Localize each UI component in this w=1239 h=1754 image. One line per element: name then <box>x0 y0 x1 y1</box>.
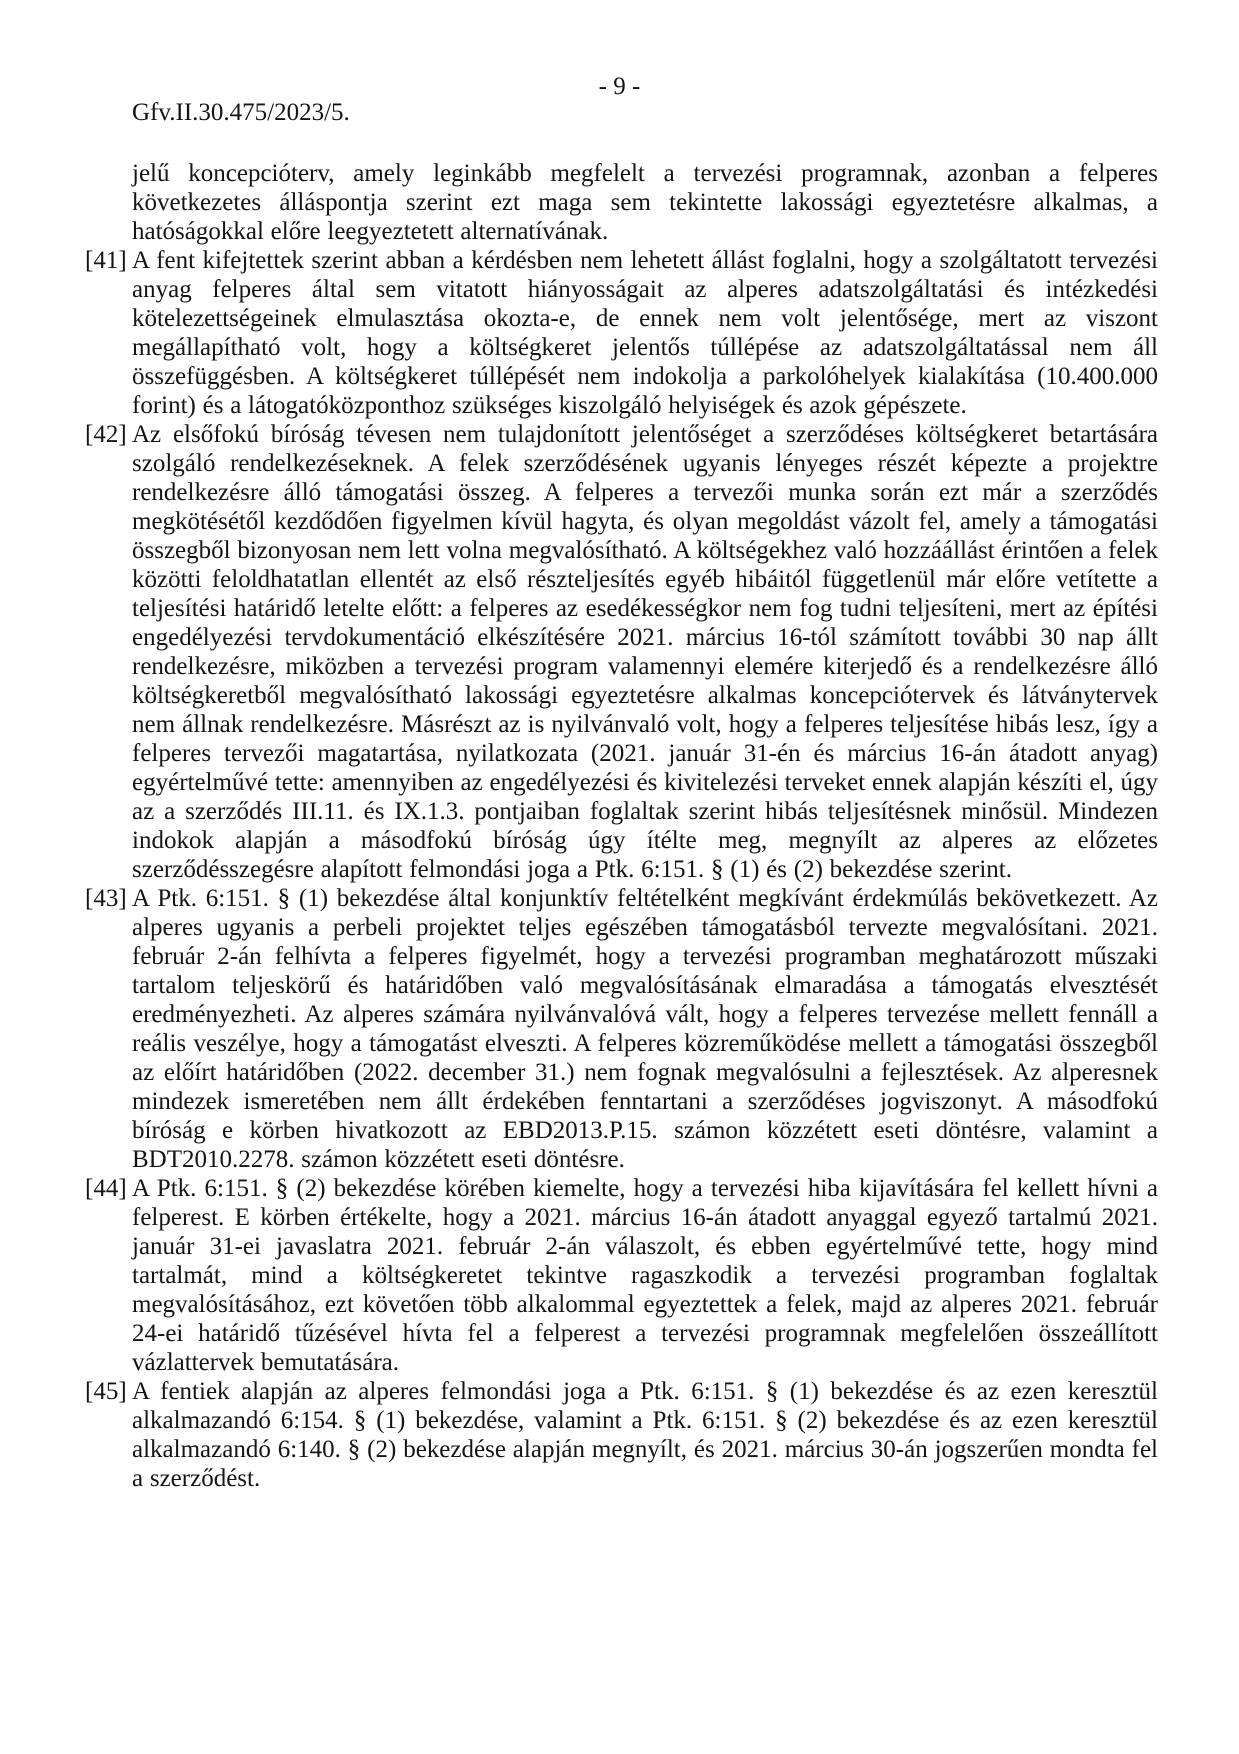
paragraph-number: [43] <box>85 885 127 912</box>
paragraph-text: Az elsőfokú bíróság tévesen nem tulajdonított jelentőséget a szerződéses költségkeret betartására szolgáló rendelkezéseknek. A felek szerződésének ugyanis lényeges részét képezte a projektre rendelkezésre álló támogatási összeg. A felperes a tervezői munka során ezt már a szerződés megkötésétől kezdődően figyelmen kívül hagyta, és olyan megoldást vázolt fel, amely a támogatási összegből bizonyosan nem lett volna megvalósítható. A költségekhez való hozzáállást érintően a felek közötti feloldhatatlan ellentét az első részteljesítés egyéb hibáitól függetlenül már előre vetítette a teljesítési határidő letelte előtt: a felperes az esedékességkor nem fog tudni teljesíteni, mert az építési engedélyezési tervdokumentáció elkészítésére 2021. március 16-tól számított további 30 nap állt rendelkezésre, miközben a tervezési program valamennyi elemére kiterjedő és a rendelkezésre álló költségkeretből megvalósítható lakossági egyeztetésre alkalmas koncepciótervek és látványtervek nem állnak rendelkezésre. Másrészt az is nyilvánvaló volt, hogy a felperes teljesítése hibás lesz, így a felperes tervezői magatartása, nyilatkozata (2021. január 31-én és március 16-án átadott anyag) egyértelművé tette: amennyiben az engedélyezési és kivitelezési terveket ennek alapján készíti el, úgy az a szerződés III.11. és IX.1.3. pontjaiban foglaltak szerint hibás teljesítésnek minősül. Mindezen indokok alapján a másodfokú bíróság úgy ítélte meg, megnyílt az alperes az előzetes szerződésszegésre alapított felmondási joga a Ptk. 6:151. § (1) és (2) bekezdése szerint. <box>132 421 1158 883</box>
paragraph-43 <box>85 884 1158 1174</box>
paragraph-text: A fentiek alapján az alperes felmondási joga a Ptk. 6:151. § (1) bekezdése és az ezen keresztül alkalmazandó 6:154. § (1) bekezdése, valamint a Ptk. 6:151. § (2) bekezdése és az ezen keresztül alkalmazandó 6:140. § (2) bekezdése alapján megnyílt, és 2021. március 30-án jogszerűen mondta fel a szerződést. <box>132 1378 1158 1492</box>
paragraph-continuation <box>132 159 1158 246</box>
paragraph-number: [42] <box>85 421 127 448</box>
page-number: - 9 - <box>598 73 641 100</box>
paragraph-44 <box>85 1174 1158 1377</box>
paragraph-text: A fent kifejtettek szerint abban a kérdésben nem lehetett állást foglalni, hogy a szolgáltatott tervezési anyag felperes által sem vitatott hiányosságait az alperes adatszolgáltatási és intézkedési kötelezettségeinek elmulasztása okozta-e, de ennek nem volt jelentősége, mert az viszont megállapítható volt, hogy a költségkeret jelentős túllépése az adatszolgáltatással nem áll összefüggésben. A költségkeret túllépését nem indokolja a parkolóhelyek kialakítása (10.400.000 forint) és a látogatóközponthoz szükséges kiszolgáló helyiségek és azok gépészete. <box>132 247 1158 419</box>
paragraph-number: [44] <box>85 1175 127 1202</box>
paragraph-42 <box>85 420 1158 884</box>
paragraph-text: A Ptk. 6:151. § (2) bekezdése körében kiemelte, hogy a tervezési hiba kijavítására fel kellett hívni a felperest. E körben értékelte, hogy a 2021. március 16-án átadott anyaggal egyező tartalmú 2021. január 31-ei javaslatra 2021. február 2-án válaszolt, és ebben egyértelművé tette, hogy mind tartalmát, mind a költségkeretet tekintve ragaszkodik a tervezési programban foglaltak megvalósításához, ezt követően több alkalommal egyeztettek a felek, majd az alperes 2021. február 24-ei határidő tűzésével hívta fel a felperest a tervezési programnak megfelelően összeállított vázlattervek bemutatására. <box>132 1175 1158 1376</box>
paragraph-45 <box>85 1377 1158 1493</box>
paragraph-text: jelű koncepcióterv, amely leginkább megfelelt a tervezési programnak, azonban a felperes következetes álláspontja szerint ezt maga sem tekintette lakossági egyeztetésre alkalmas, a hatóságokkal előre leegyeztetett alternatívának. <box>132 160 1158 245</box>
case-number: Gfv.II.30.475/2023/5. <box>132 99 350 126</box>
paragraph-41 <box>85 246 1158 420</box>
document-body <box>85 159 1158 1493</box>
paragraph-number: [45] <box>85 1378 127 1405</box>
paragraph-number: [41] <box>85 247 127 274</box>
paragraph-text: A Ptk. 6:151. § (1) bekezdése által konjunktív feltételként megkívánt érdekmúlás bekövetkezett. Az alperes ugyanis a perbeli projektet teljes egészében támogatásból tervezte megvalósítani. 2021. február 2-án felhívta a felperes figyelmét, hogy a tervezési programban meghatározott műszaki tartalom teljeskörű és határidőben való megvalósításának elmaradása a támogatás elvesztését eredményezheti. Az alperes számára nyilvánvalóvá vált, hogy a felperes tervezése mellett fennáll a reális veszélye, hogy a támogatást elveszti. A felperes közreműködése mellett a támogatási összegből az előírt határidőben (2022. december 31.) nem fognak megvalósulni a fejlesztések. Az alperesnek mindezek ismeretében nem állt érdekében fenntartani a szerződéses jogviszonyt. A másodfokú bíróság e körben hivatkozott az EBD2013.P.15. számon közzétett eseti döntésre, valamint a BDT2010.2278. számon közzétett eseti döntésre. <box>132 885 1158 1173</box>
